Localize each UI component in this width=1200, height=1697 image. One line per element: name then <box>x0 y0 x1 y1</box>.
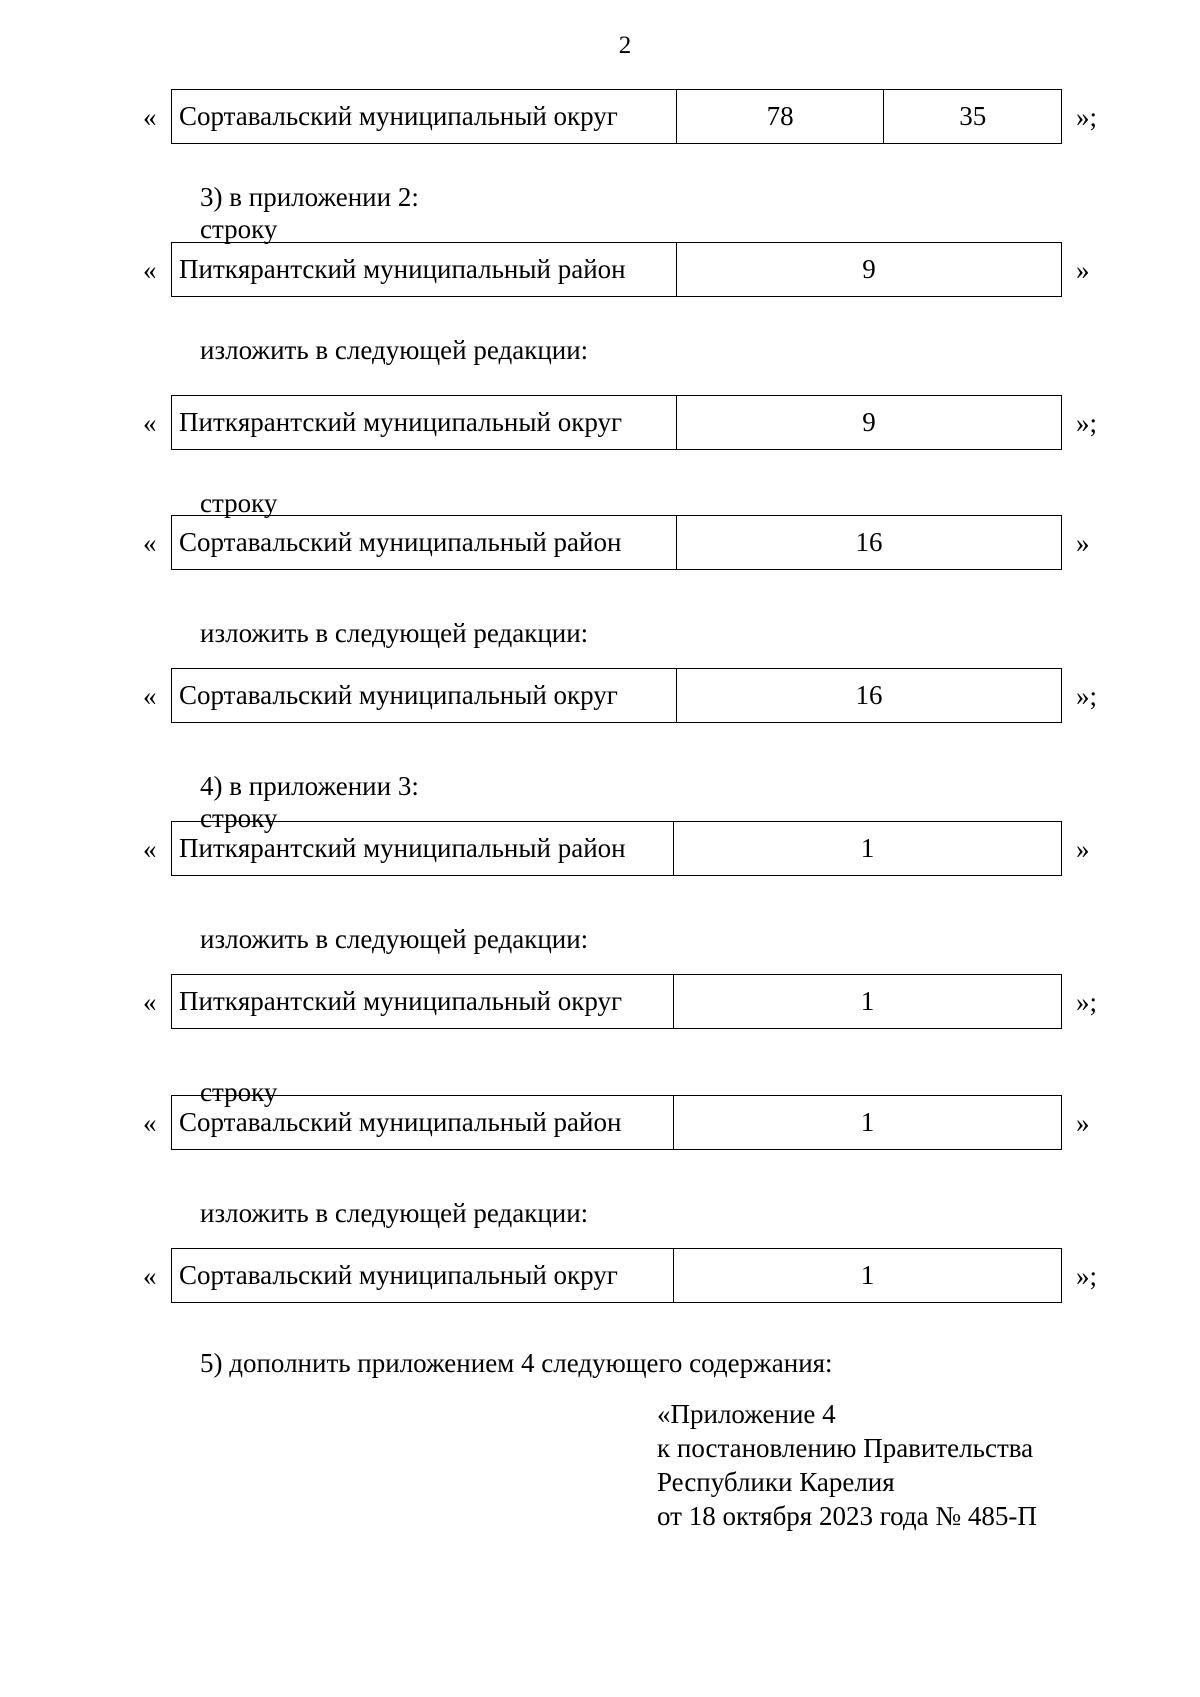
close-quote: »; <box>1076 1261 1098 1291</box>
paragraph-text: 3) в приложении 2: <box>200 182 419 212</box>
table-row <box>171 395 1062 450</box>
value-cell: 1 <box>673 1096 1061 1149</box>
appendix-header-line: от 18 октября 2023 года № 485-П <box>657 1501 1037 1531</box>
paragraph-text: изложить в следующей редакции: <box>200 335 589 365</box>
table-row <box>171 668 1062 723</box>
value-cell: 9 <box>676 396 1061 449</box>
value-cell: 16 <box>676 516 1061 569</box>
open-quote: « <box>143 834 157 864</box>
municipality-name-cell: Питкярантский муниципальный район <box>179 254 626 284</box>
open-quote: « <box>143 987 157 1017</box>
open-quote: « <box>143 528 157 558</box>
page-number: 2 <box>618 32 632 59</box>
table-row <box>171 515 1062 570</box>
municipality-name-cell: Сортавальский муниципальный округ <box>179 680 618 710</box>
value-cell: 1 <box>673 1249 1061 1302</box>
table-row <box>171 1248 1062 1303</box>
paragraph-text: строку <box>200 1077 278 1107</box>
municipality-name-cell: Сортавальский муниципальный округ <box>179 1260 618 1290</box>
paragraph-text: строку <box>200 803 278 833</box>
appendix-header-line: Республики Карелия <box>657 1467 895 1497</box>
municipality-name-cell: Питкярантский муниципальный округ <box>179 986 623 1016</box>
paragraph-text: изложить в следующей редакции: <box>200 924 589 954</box>
paragraph-text: строку <box>200 214 278 244</box>
paragraph-text: изложить в следующей редакции: <box>200 1198 589 1228</box>
open-quote: « <box>143 255 157 285</box>
open-quote: « <box>143 102 157 132</box>
open-quote: « <box>143 1108 157 1138</box>
value-cell: 16 <box>676 669 1061 722</box>
municipality-name-cell: Сортавальский муниципальный район <box>179 1107 622 1137</box>
open-quote: « <box>143 408 157 438</box>
close-quote: » <box>1076 1108 1090 1138</box>
open-quote: « <box>143 681 157 711</box>
close-quote: »; <box>1076 408 1098 438</box>
paragraph-text: изложить в следующей редакции: <box>200 618 589 648</box>
open-quote: « <box>143 1261 157 1291</box>
value-cell: 35 <box>883 90 1061 143</box>
close-quote: »; <box>1076 681 1098 711</box>
appendix-header-line: «Приложение 4 <box>657 1399 836 1429</box>
table-row <box>171 821 1062 876</box>
close-quote: »; <box>1076 987 1098 1017</box>
municipality-name-cell: Сортавальский муниципальный округ <box>179 101 618 131</box>
value-cell: 1 <box>673 822 1061 875</box>
close-quote: » <box>1076 834 1090 864</box>
appendix-header <box>657 1397 1037 1533</box>
value-cell: 1 <box>673 975 1061 1028</box>
table-row <box>171 89 1062 144</box>
value-cell: 9 <box>676 243 1061 296</box>
close-quote: »; <box>1076 102 1098 132</box>
table-row <box>171 242 1062 297</box>
paragraph-text: строку <box>200 488 278 518</box>
close-quote: » <box>1076 528 1090 558</box>
table-row <box>171 974 1062 1029</box>
municipality-name-cell: Питкярантский муниципальный район <box>179 833 626 863</box>
municipality-name-cell: Сортавальский муниципальный район <box>179 527 622 557</box>
paragraph-text: 4) в приложении 3: <box>200 771 419 801</box>
appendix-header-line: к постановлению Правительства <box>657 1433 1034 1463</box>
table-row <box>171 1095 1062 1150</box>
close-quote: » <box>1076 255 1090 285</box>
municipality-name-cell: Питкярантский муниципальный округ <box>179 407 623 437</box>
paragraph-text: 5) дополнить приложением 4 следующего содержания: <box>200 1348 833 1378</box>
value-cell: 78 <box>676 90 884 143</box>
